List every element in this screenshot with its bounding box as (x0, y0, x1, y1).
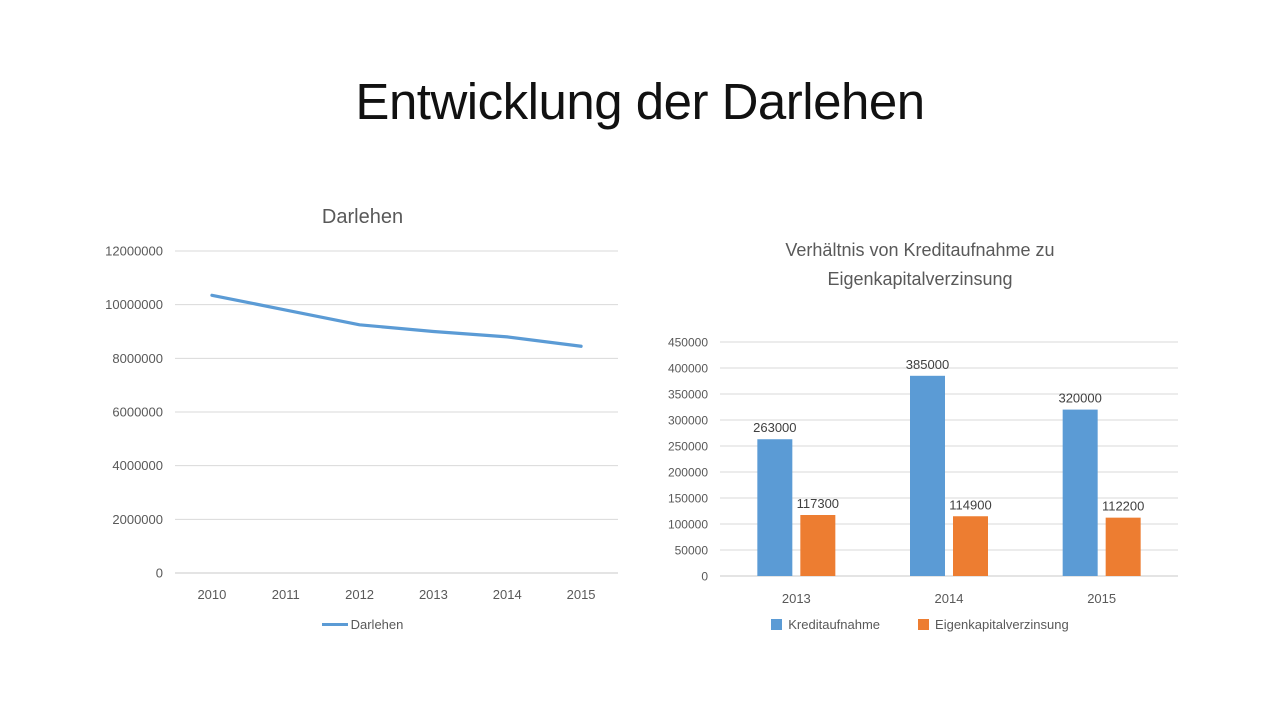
data-label: 263000 (753, 420, 797, 436)
data-label: 320000 (1058, 390, 1102, 406)
line-chart-legend (85, 617, 640, 632)
x-axis-tick-label: 2010 (197, 587, 227, 602)
legend-item-kreditaufnahme (771, 617, 880, 632)
y-axis-tick-label: 50000 (674, 543, 708, 558)
y-axis-tick-label: 10000000 (105, 297, 163, 313)
x-axis-tick-label: 2014 (492, 587, 522, 602)
data-label: 385000 (905, 356, 950, 372)
legend-label: Darlehen (350, 617, 404, 632)
x-axis-tick-label: 2013 (418, 587, 448, 602)
x-axis-tick-label: 2015 (1087, 591, 1117, 606)
bar-kreditaufnahme-2014 (910, 376, 945, 576)
legend-item-darlehen (322, 617, 404, 632)
y-axis-tick-label: 250000 (667, 439, 708, 454)
y-axis-tick-label: 6000000 (112, 404, 163, 420)
bar-eigenkapitalverzinsung-2013 (800, 515, 835, 576)
bar-eigenkapitalverzinsung-2014 (953, 516, 988, 576)
bar-kreditaufnahme-2013 (757, 439, 792, 576)
bar-chart-legend (645, 617, 1195, 632)
y-axis-tick-label: 2000000 (112, 511, 163, 527)
bar-chart-title (645, 236, 1195, 294)
y-axis-tick-label: 400000 (667, 361, 708, 376)
bar-chart-kredit-eigenkapital (645, 228, 1195, 660)
line-chart-title: Darlehen (321, 206, 404, 228)
data-label: 112200 (1101, 498, 1145, 514)
legend-square-swatch (771, 619, 782, 630)
y-axis-tick-label: 4000000 (112, 458, 163, 474)
y-axis-tick-label: 0 (155, 565, 163, 581)
bar-chart-title-line2: Eigenkapitalverzinsung (827, 269, 1013, 289)
legend-square-swatch (918, 619, 929, 630)
bar-chart-title-line1: Verhältnis von Kreditaufnahme zu (785, 240, 1055, 260)
slide-title: Entwicklung der Darlehen (355, 73, 925, 130)
bar-eigenkapitalverzinsung-2015 (1106, 518, 1141, 576)
y-axis-tick-label: 8000000 (112, 350, 163, 366)
line-series-darlehen (212, 295, 581, 346)
y-axis-tick-label: 350000 (667, 387, 708, 402)
x-axis-tick-label: 2015 (566, 587, 596, 602)
line-chart-plot-area (85, 193, 640, 658)
y-axis-tick-label: 100000 (667, 517, 708, 532)
y-axis-tick-label: 450000 (667, 335, 708, 350)
x-axis-tick-label: 2014 (934, 591, 964, 606)
x-axis-tick-label: 2011 (271, 587, 300, 602)
y-axis-tick-label: 300000 (667, 413, 708, 428)
bar-kreditaufnahme-2015 (1063, 410, 1098, 576)
x-axis-tick-label: 2012 (345, 587, 375, 602)
data-label: 114900 (949, 497, 992, 513)
legend-label: Eigenkapitalverzinsung (935, 617, 1069, 632)
x-axis-tick-label: 2013 (781, 591, 811, 606)
legend-item-eigenkapitalverzinsung (918, 617, 1069, 632)
y-axis-tick-label: 12000000 (105, 243, 163, 259)
legend-line-swatch (322, 623, 348, 626)
y-axis-tick-label: 0 (701, 569, 708, 584)
legend-label: Kreditaufnahme (788, 617, 881, 632)
line-chart-darlehen (85, 193, 640, 658)
y-axis-tick-label: 200000 (667, 465, 708, 480)
data-label: 117300 (796, 496, 840, 512)
y-axis-tick-label: 150000 (667, 491, 708, 506)
